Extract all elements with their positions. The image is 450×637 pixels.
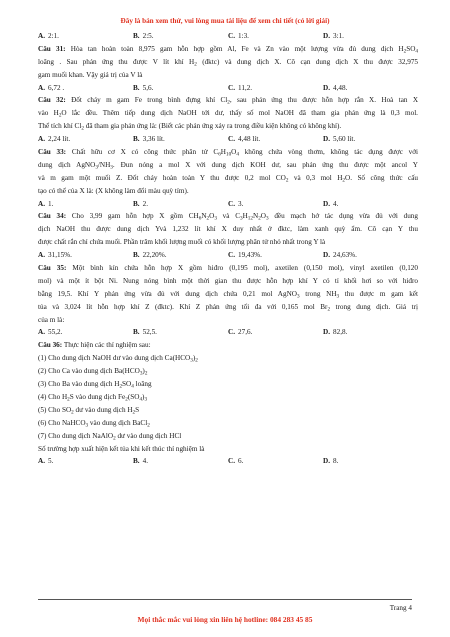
- question-text: dịch NaOH thu được dung dịch Yvà 1,232 lít khí X duy nhất ở đktc, làm xanh quỳ ẩm. Cô cạn Y thu: [38, 225, 418, 234]
- answer-option: A. 5.: [38, 457, 54, 466]
- answer-option: C. 19,43%.: [228, 251, 262, 260]
- answer-option: C. 27,6.: [228, 328, 253, 337]
- question-number: Câu 33:: [38, 148, 67, 157]
- page-number: Trang 4: [389, 604, 412, 612]
- footer-divider: [38, 599, 412, 600]
- answer-row: [38, 133, 418, 146]
- answer-option: A. 6,72 .: [38, 83, 65, 92]
- question-number: Câu 36:: [38, 341, 63, 350]
- experiment-item: (7) Cho dung dịch NaAlO$_2$ dư vào dung dịch HCl: [38, 431, 182, 442]
- answer-option: B. 22,20%.: [133, 251, 167, 260]
- question-number: Câu 35:: [38, 264, 67, 273]
- answer-option: D. 4,48.: [323, 83, 348, 92]
- answer-option: A. 2,24 lít.: [38, 135, 71, 144]
- experiment-item: (3) Cho Ba vào dung dịch $H_2SO_4$ loãng: [38, 380, 152, 390]
- answer-option: D. 82,8.: [323, 328, 348, 337]
- answer-option: C. 6.: [228, 457, 244, 466]
- experiment-item: (2) Cho Ca vào dung dịch $Ba(HCO_3)_2$: [38, 367, 148, 377]
- answer-option: B. 2.: [133, 199, 148, 208]
- question-text: được chất rắn chỉ chứa muối. Phần trăm khối lượng muối có khối lượng phân tử nhỏ nhất trong Y là: [38, 238, 326, 247]
- answer-option: B. 52,5.: [133, 328, 157, 337]
- answer-row: [38, 249, 418, 262]
- question-text: Câu 36: Thực hiện các thí nghiệm sau:: [38, 341, 151, 350]
- answer-row: [38, 198, 418, 211]
- answer-option: B. 4.: [133, 457, 148, 466]
- answer-row: [38, 326, 418, 339]
- experiment-item: (6) Cho NaHCO$_3$ vào dung dịch BaCl$_2$: [38, 418, 150, 429]
- question-text: dung dịch $AgNO_3/NH_3$. Đun nóng a mol X với dung dịch KOH dư, sau phản ứng thu được một ancol Y: [38, 160, 418, 171]
- answer-option: C. 3.: [228, 199, 244, 208]
- question-text: và m gam một muối Z. Đốt cháy hoàn toàn Y thu được 0,2 mol $CO_2$ và 0,3 mol $H_2O$. Số công thức cấu: [38, 173, 419, 184]
- experiment-item: (5) Cho $SO_2$ dư vào dung dịch $H_2S$: [38, 405, 140, 416]
- answer-row: [38, 455, 418, 468]
- answer-option: D. 24,63%.: [323, 251, 357, 260]
- question-text: Câu 34: Cho 3,99 gam hỗn hợp X gồm $CH_6N_2O_3$ và $C_3H_{12}N_2O_3$ đều mạch hở tác dụng vừa đủ với dung: [38, 212, 418, 222]
- question-text: tạo có thể của X là: (X không làm đổi màu quỳ tím).: [38, 186, 189, 195]
- answer-option: D. 8.: [323, 457, 339, 466]
- question-text: bằng 19,5. Khí Y phản ứng vừa đủ với dung dịch chứa 0,21 mol AgNO$_3$ trong $NH_3$ thu được m gam kết: [38, 289, 418, 300]
- question-number: Câu 34:: [38, 212, 67, 221]
- answer-row: [38, 30, 418, 43]
- answer-row: [38, 82, 418, 95]
- answer-option: D. 3:1.: [323, 32, 344, 40]
- question-text: gam muối khan. Vậy giá trị của V là: [38, 70, 143, 79]
- answer-option: C. 11,2.: [228, 83, 253, 92]
- question-text: Số trường hợp xuất hiện kết tủa khi kết thúc thí nghiệm là: [38, 444, 205, 453]
- answer-option: B. 5,6.: [133, 83, 154, 92]
- question-number: Câu 31:: [38, 44, 66, 53]
- question-text: Câu 32: Đốt cháy m gam Fe trong bình đựng khí $Cl_2$, sau phản ứng thu được hỗn hợp rắn X. Hoà tan X: [38, 96, 419, 106]
- hotline-footer: Mọi thắc mắc vui lòng xin liên hệ hotline: 084 283 45 85: [137, 615, 313, 624]
- question-text: loãng . Sau phản ứng thu được V lít khí $H_2$ (đktc) và dung dịch X. Cô cạn dung dịch X thu được 32,975: [38, 57, 419, 68]
- experiment-item: (1) Cho dung dịch NaOH dư vào dung dịch $Ca(HCO_3)_2$: [38, 354, 198, 364]
- preview-banner: Đây là bản xem thử, vui lòng mua tài liệu để xem chi tiết (có lời giải): [120, 17, 330, 25]
- answer-option: A. 1.: [38, 199, 54, 208]
- question-text: tủa và 3,024 lít hỗn hợp khí Z (đktc). Khí Z phản ứng tối đa với 0,165 mol $Br_2$ trong dung dịch. Giá trị: [38, 302, 418, 313]
- question-text: Câu 35: Một bình kín chứa hỗn hợp X gồm hiđro (0,195 mol), axetilen (0,150 mol), vinyl axetilen (0,120: [38, 264, 418, 273]
- answer-option: A. 55,2.: [38, 328, 63, 337]
- question-text: Câu 33: Chất hữu cơ X có công thức phân tử $C_6H_{10}O_4$ không chứa vòng thơm, không tác dụng được với: [38, 148, 418, 158]
- answer-option: D. 5,60 lít.: [323, 135, 356, 144]
- answer-option: D. 4.: [323, 199, 339, 208]
- experiment-item: (4) Cho $H_2S$ vào dung dịch $Fe_2(SO_4)_3$: [38, 392, 148, 403]
- question-text: vào $H_2O$ lắc đều. Thêm tiếp dung dịch NaOH tới dư, thấy số mol NaOH đã tham gia phản ứng là 0,3 mol.: [38, 109, 418, 119]
- question-text: Câu 31: Hòa tan hoàn toàn 8,975 gam hỗn hợp gồm Al, Fe và Zn vào một lượng vừa đủ dung dịch $H_2SO_4$: [38, 44, 418, 55]
- exam-content: [38, 30, 418, 468]
- answer-option: B. 2:5.: [133, 32, 154, 40]
- answer-option: B. 3,36 lít.: [133, 135, 165, 144]
- question-number: Câu 32:: [38, 96, 66, 105]
- answer-option: A. 2:1.: [38, 32, 59, 40]
- question-text: mol) và một ít bột Ni. Nung nóng bình một thời gian thu được hỗn hợp khí Y có tỉ khối hơi so với hiđro: [38, 276, 418, 285]
- answer-option: C. 1:3.: [228, 32, 249, 40]
- question-text: Thể tích khí $Cl_2$ đã tham gia phản ứng là: (Biết các phản ứng xảy ra trong điều kiện không có không khí).: [38, 122, 342, 132]
- answer-option: A. 31,15%.: [38, 251, 72, 260]
- question-text: của m là:: [38, 315, 65, 324]
- answer-option: C. 4,48 lít.: [228, 135, 261, 144]
